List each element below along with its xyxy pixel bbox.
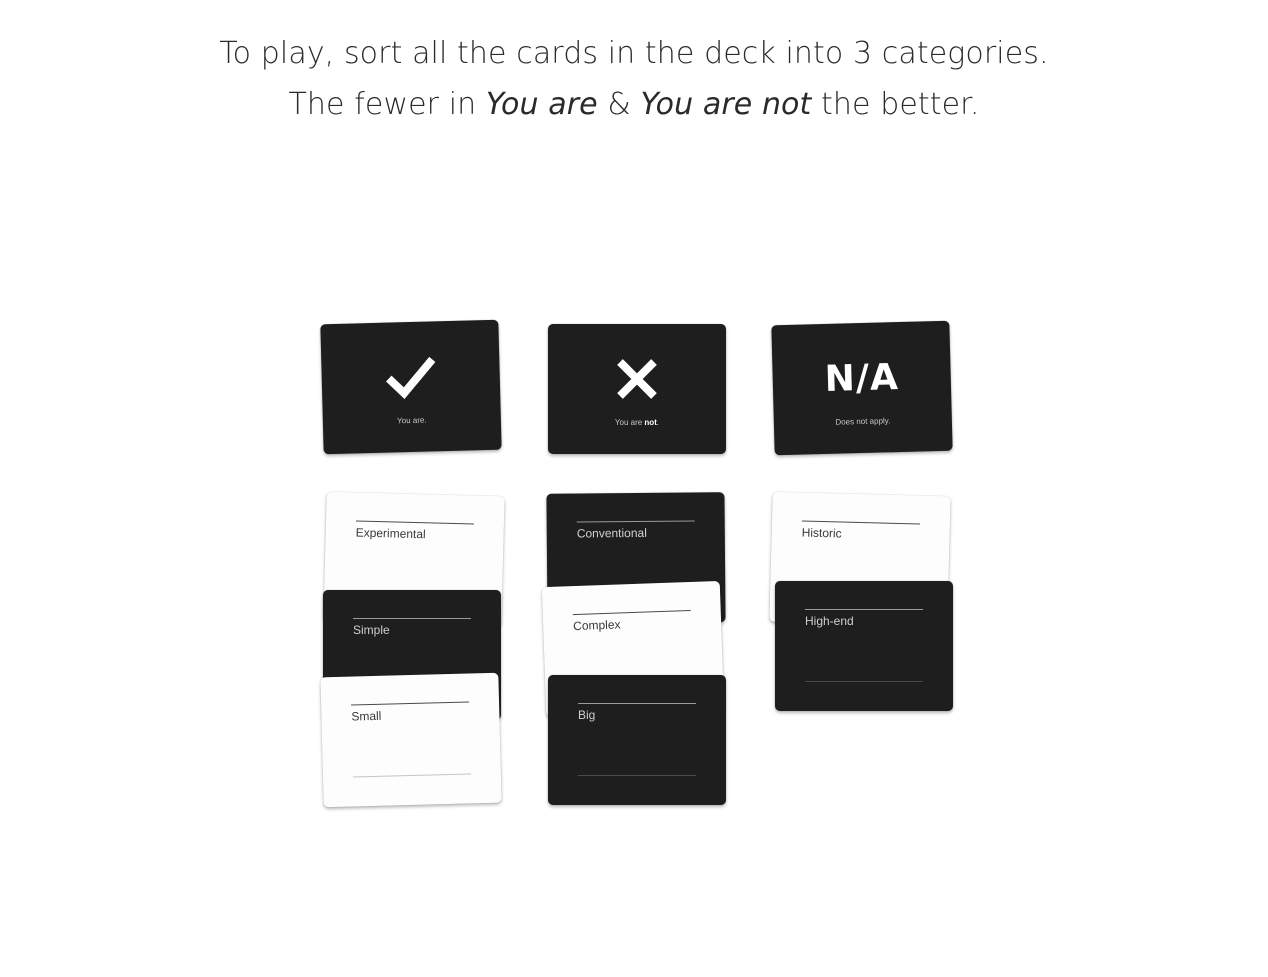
instructions-prefix: The fewer in [288,87,486,122]
card-word: Complex [572,617,621,634]
card-top-line [353,618,471,619]
caption-bold: not [644,418,657,427]
caption-suffix: . [656,418,660,427]
card-caption [548,418,726,427]
card-top-line [802,520,920,524]
instructions-suffix: the better. [811,87,980,122]
card-word: Experimental [355,525,426,542]
category-card-does-not-apply[interactable] [771,321,952,456]
caption-prefix: You are [614,418,645,427]
card-caption: Does not apply. [835,416,891,427]
card-top-line [573,610,691,615]
instructions [0,28,1268,130]
word-card-big[interactable] [548,675,726,805]
card-word: High-end [805,614,854,628]
cross-icon [548,354,726,404]
instructions-line-1: To play, sort all the cards in the deck into 3 categories. [219,36,1049,71]
card-word: Historic [801,525,842,541]
card-bottom-line [805,681,923,682]
word-card-high-end[interactable] [775,581,953,711]
card-word: Small [351,708,382,724]
card-top-line [351,701,469,705]
category-card-you-are-not[interactable] [548,324,726,454]
card-word: Simple [353,623,390,637]
card-word: Big [578,708,596,722]
card-top-line [805,609,923,610]
na-symbol [772,351,951,406]
card-bottom-line [353,773,471,777]
card-top-line [356,520,474,524]
card-word: Conventional [576,525,647,541]
instructions-line-2 [0,79,1268,130]
instructions-amp: & [597,87,641,122]
word-card-small[interactable] [320,673,501,808]
checkmark-icon [321,350,500,405]
instructions-you-are-not: You are not [640,87,812,122]
card-bottom-line [578,775,696,776]
card-caption: You are. [396,415,427,426]
instructions-you-are: You are [485,87,598,122]
na-label: N/A [824,356,900,400]
card-top-line [577,520,695,522]
card-top-line [578,703,696,704]
category-card-you-are[interactable] [320,320,501,455]
